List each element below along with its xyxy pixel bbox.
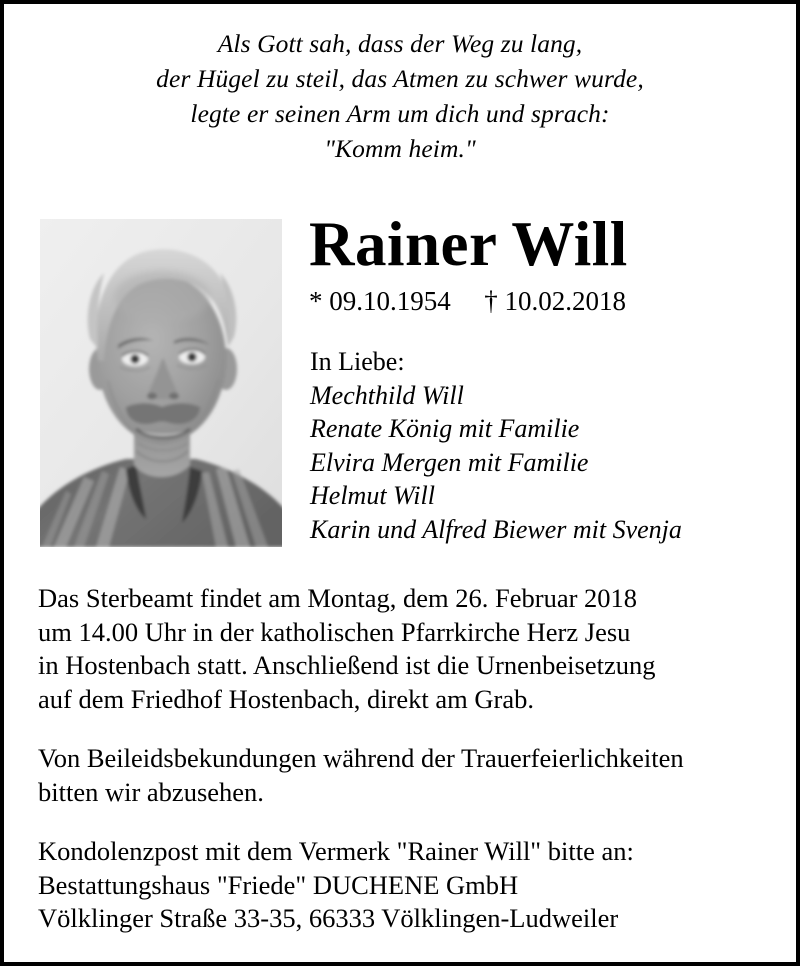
body-line: um 14.00 Uhr in der katholischen Pfarrkirche Herz Jesu [38, 616, 631, 647]
body-line: Kondolenzpost mit dem Vermerk "Rainer Will" bitte an: [38, 836, 634, 866]
body-line: Bestattungshaus "Friede" DUCHENE GmbH [38, 869, 519, 900]
poem-line-2: der Hügel zu steil, das Atmen zu schwer wurde, [156, 64, 644, 93]
death-symbol: † [484, 286, 498, 316]
body-line: bitten wir abzusehen. [38, 776, 264, 807]
body-line: Völklinger Straße 33-35, 66333 Völklingen-Ludweiler [38, 903, 619, 933]
memorial-poem [34, 26, 766, 166]
paragraph-service-details [38, 582, 778, 716]
memorial-header [309, 210, 776, 317]
paragraph-funeral-home [38, 835, 778, 936]
poem-line-1: Als Gott sah, dass der Weg zu lang, [217, 29, 583, 58]
notice-body [38, 582, 778, 936]
mourners-list [310, 345, 784, 546]
birth-symbol: * [309, 286, 323, 316]
body-line: auf dem Friedhof Hostenbach, direkt am Grab. [38, 683, 534, 714]
body-line: Das Sterbeamt findet am Montag, dem 26. Februar 2018 [38, 583, 638, 613]
death-date: 10.02.2018 [504, 286, 626, 316]
body-line: Von Beileidsbekundungen während der Trauerfeierlichkeiten [38, 743, 684, 773]
body-line: in Hostenbach statt. Anschließend ist die Urnenbeisetzung [38, 650, 656, 680]
mourner-name: Helmut Will [310, 481, 435, 510]
mourner-name: Karin und Alfred Biewer mit Svenja [310, 514, 682, 544]
poem-line-4: "Komm heim." [324, 134, 476, 163]
portrait-photo [40, 219, 282, 547]
mourners-lead: In Liebe: [310, 347, 405, 376]
mourner-name: Mechthild Will [310, 380, 464, 410]
mourner-name: Elvira Mergen mit Familie [310, 447, 589, 477]
deceased-name: Rainer Will [309, 209, 628, 279]
paragraph-condolence-request [38, 742, 778, 809]
life-dates [309, 285, 776, 317]
portrait-illustration [40, 219, 282, 547]
mourner-name: Renate König mit Familie [310, 414, 580, 443]
poem-line-3: legte er seinen Arm um dich und sprach: [190, 99, 610, 128]
birth-date: 09.10.1954 [329, 286, 451, 316]
